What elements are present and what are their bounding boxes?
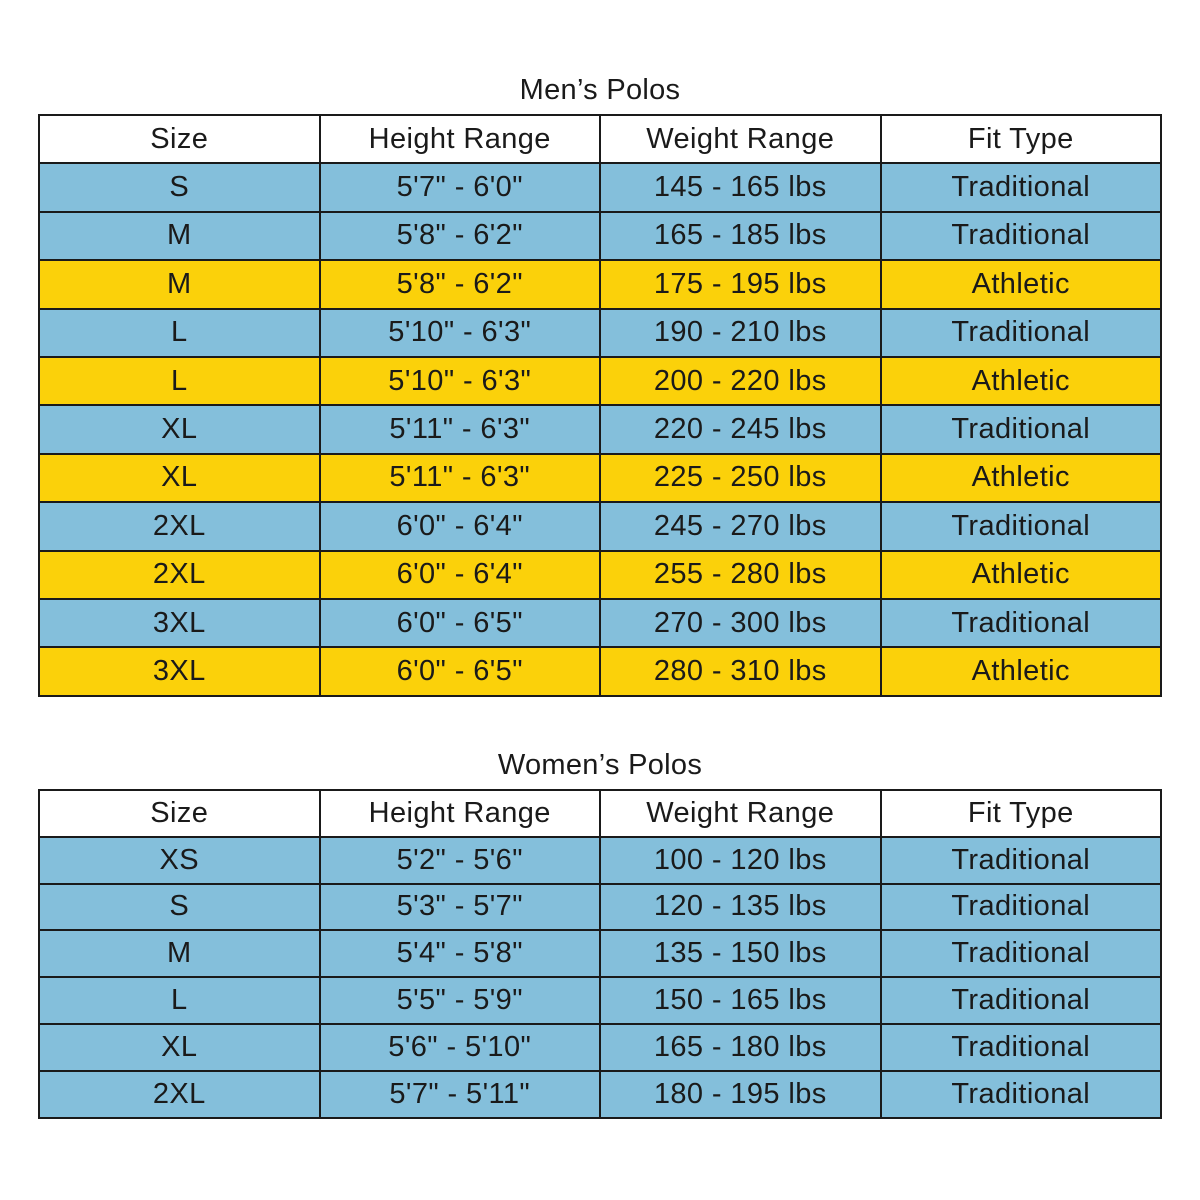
weight-range-cell: 245 - 270 lbs xyxy=(600,502,881,550)
height-range-cell: 5'10" - 6'3" xyxy=(320,309,601,357)
header-weight-range: Weight Range xyxy=(600,115,881,163)
header-fit-type: Fit Type xyxy=(881,790,1162,837)
height-range-cell: 5'11" - 6'3" xyxy=(320,405,601,453)
height-range-cell: 5'8" - 6'2" xyxy=(320,212,601,260)
weight-range-cell: 165 - 180 lbs xyxy=(600,1024,881,1071)
fit-type-cell: Traditional xyxy=(881,930,1162,977)
womens-polos-title: Women’s Polos xyxy=(497,749,703,781)
table-row xyxy=(39,454,1161,502)
fit-type-cell: Athletic xyxy=(881,260,1162,308)
table-header-row xyxy=(39,790,1161,837)
fit-type-cell: Athletic xyxy=(881,551,1162,599)
height-range-cell: 5'4" - 5'8" xyxy=(320,930,601,977)
weight-range-cell: 200 - 220 lbs xyxy=(600,357,881,405)
height-range-cell: 5'7" - 5'11" xyxy=(320,1071,601,1118)
size-cell: M xyxy=(39,930,320,977)
fit-type-cell: Athletic xyxy=(881,357,1162,405)
weight-range-cell: 135 - 150 lbs xyxy=(600,930,881,977)
womens-table-body xyxy=(39,837,1161,1118)
header-height-range: Height Range xyxy=(320,115,601,163)
size-cell: 2XL xyxy=(39,551,320,599)
size-cell: M xyxy=(39,260,320,308)
weight-range-cell: 225 - 250 lbs xyxy=(600,454,881,502)
table-row xyxy=(39,930,1161,977)
mens-table-body xyxy=(39,163,1161,695)
fit-type-cell: Traditional xyxy=(881,1024,1162,1071)
fit-type-cell: Traditional xyxy=(881,405,1162,453)
weight-range-cell: 280 - 310 lbs xyxy=(600,647,881,695)
height-range-cell: 5'10" - 6'3" xyxy=(320,357,601,405)
header-size: Size xyxy=(39,115,320,163)
table-row xyxy=(39,405,1161,453)
header-weight-range: Weight Range xyxy=(600,790,881,837)
weight-range-cell: 270 - 300 lbs xyxy=(600,599,881,647)
height-range-cell: 6'0" - 6'4" xyxy=(320,502,601,550)
mens-polos-section xyxy=(38,68,1162,697)
height-range-cell: 5'6" - 5'10" xyxy=(320,1024,601,1071)
weight-range-cell: 120 - 135 lbs xyxy=(600,884,881,931)
header-height-range: Height Range xyxy=(320,790,601,837)
fit-type-cell: Traditional xyxy=(881,1071,1162,1118)
table-row xyxy=(39,357,1161,405)
height-range-cell: 5'3" - 5'7" xyxy=(320,884,601,931)
weight-range-cell: 165 - 185 lbs xyxy=(600,212,881,260)
table-row xyxy=(39,551,1161,599)
mens-size-table xyxy=(38,114,1162,697)
table-row xyxy=(39,309,1161,357)
weight-range-cell: 100 - 120 lbs xyxy=(600,837,881,884)
size-cell: M xyxy=(39,212,320,260)
table-row xyxy=(39,260,1161,308)
size-cell: L xyxy=(39,977,320,1024)
table-row xyxy=(39,502,1161,550)
height-range-cell: 5'5" - 5'9" xyxy=(320,977,601,1024)
header-size: Size xyxy=(39,790,320,837)
size-cell: 3XL xyxy=(39,647,320,695)
size-cell: XL xyxy=(39,454,320,502)
fit-type-cell: Traditional xyxy=(881,502,1162,550)
weight-range-cell: 150 - 165 lbs xyxy=(600,977,881,1024)
fit-type-cell: Traditional xyxy=(881,977,1162,1024)
height-range-cell: 5'11" - 6'3" xyxy=(320,454,601,502)
womens-polos-section xyxy=(38,743,1162,1119)
size-cell: 3XL xyxy=(39,599,320,647)
height-range-cell: 6'0" - 6'5" xyxy=(320,599,601,647)
weight-range-cell: 180 - 195 lbs xyxy=(600,1071,881,1118)
table-row xyxy=(39,1024,1161,1071)
table-row xyxy=(39,884,1161,931)
fit-type-cell: Athletic xyxy=(881,454,1162,502)
fit-type-cell: Traditional xyxy=(881,212,1162,260)
weight-range-cell: 220 - 245 lbs xyxy=(600,405,881,453)
weight-range-cell: 145 - 165 lbs xyxy=(600,163,881,211)
fit-type-cell: Traditional xyxy=(881,309,1162,357)
size-cell: 2XL xyxy=(39,502,320,550)
table-row xyxy=(39,1071,1161,1118)
weight-range-cell: 175 - 195 lbs xyxy=(600,260,881,308)
height-range-cell: 6'0" - 6'4" xyxy=(320,551,601,599)
weight-range-cell: 190 - 210 lbs xyxy=(600,309,881,357)
table-header-row xyxy=(39,115,1161,163)
height-range-cell: 5'2" - 5'6" xyxy=(320,837,601,884)
size-cell: S xyxy=(39,884,320,931)
height-range-cell: 5'7" - 6'0" xyxy=(320,163,601,211)
height-range-cell: 5'8" - 6'2" xyxy=(320,260,601,308)
size-cell: L xyxy=(39,309,320,357)
fit-type-cell: Athletic xyxy=(881,647,1162,695)
fit-type-cell: Traditional xyxy=(881,163,1162,211)
size-cell: XS xyxy=(39,837,320,884)
table-row xyxy=(39,212,1161,260)
size-cell: L xyxy=(39,357,320,405)
size-cell: 2XL xyxy=(39,1071,320,1118)
height-range-cell: 6'0" - 6'5" xyxy=(320,647,601,695)
table-row xyxy=(39,647,1161,695)
table-row xyxy=(39,163,1161,211)
size-cell: S xyxy=(39,163,320,211)
fit-type-cell: Traditional xyxy=(881,884,1162,931)
womens-size-table xyxy=(38,789,1162,1119)
table-row xyxy=(39,837,1161,884)
table-row xyxy=(39,977,1161,1024)
fit-type-cell: Traditional xyxy=(881,599,1162,647)
size-cell: XL xyxy=(39,1024,320,1071)
fit-type-cell: Traditional xyxy=(881,837,1162,884)
weight-range-cell: 255 - 280 lbs xyxy=(600,551,881,599)
mens-polos-title: Men’s Polos xyxy=(519,74,681,106)
table-row xyxy=(39,599,1161,647)
size-cell: XL xyxy=(39,405,320,453)
header-fit-type: Fit Type xyxy=(881,115,1162,163)
